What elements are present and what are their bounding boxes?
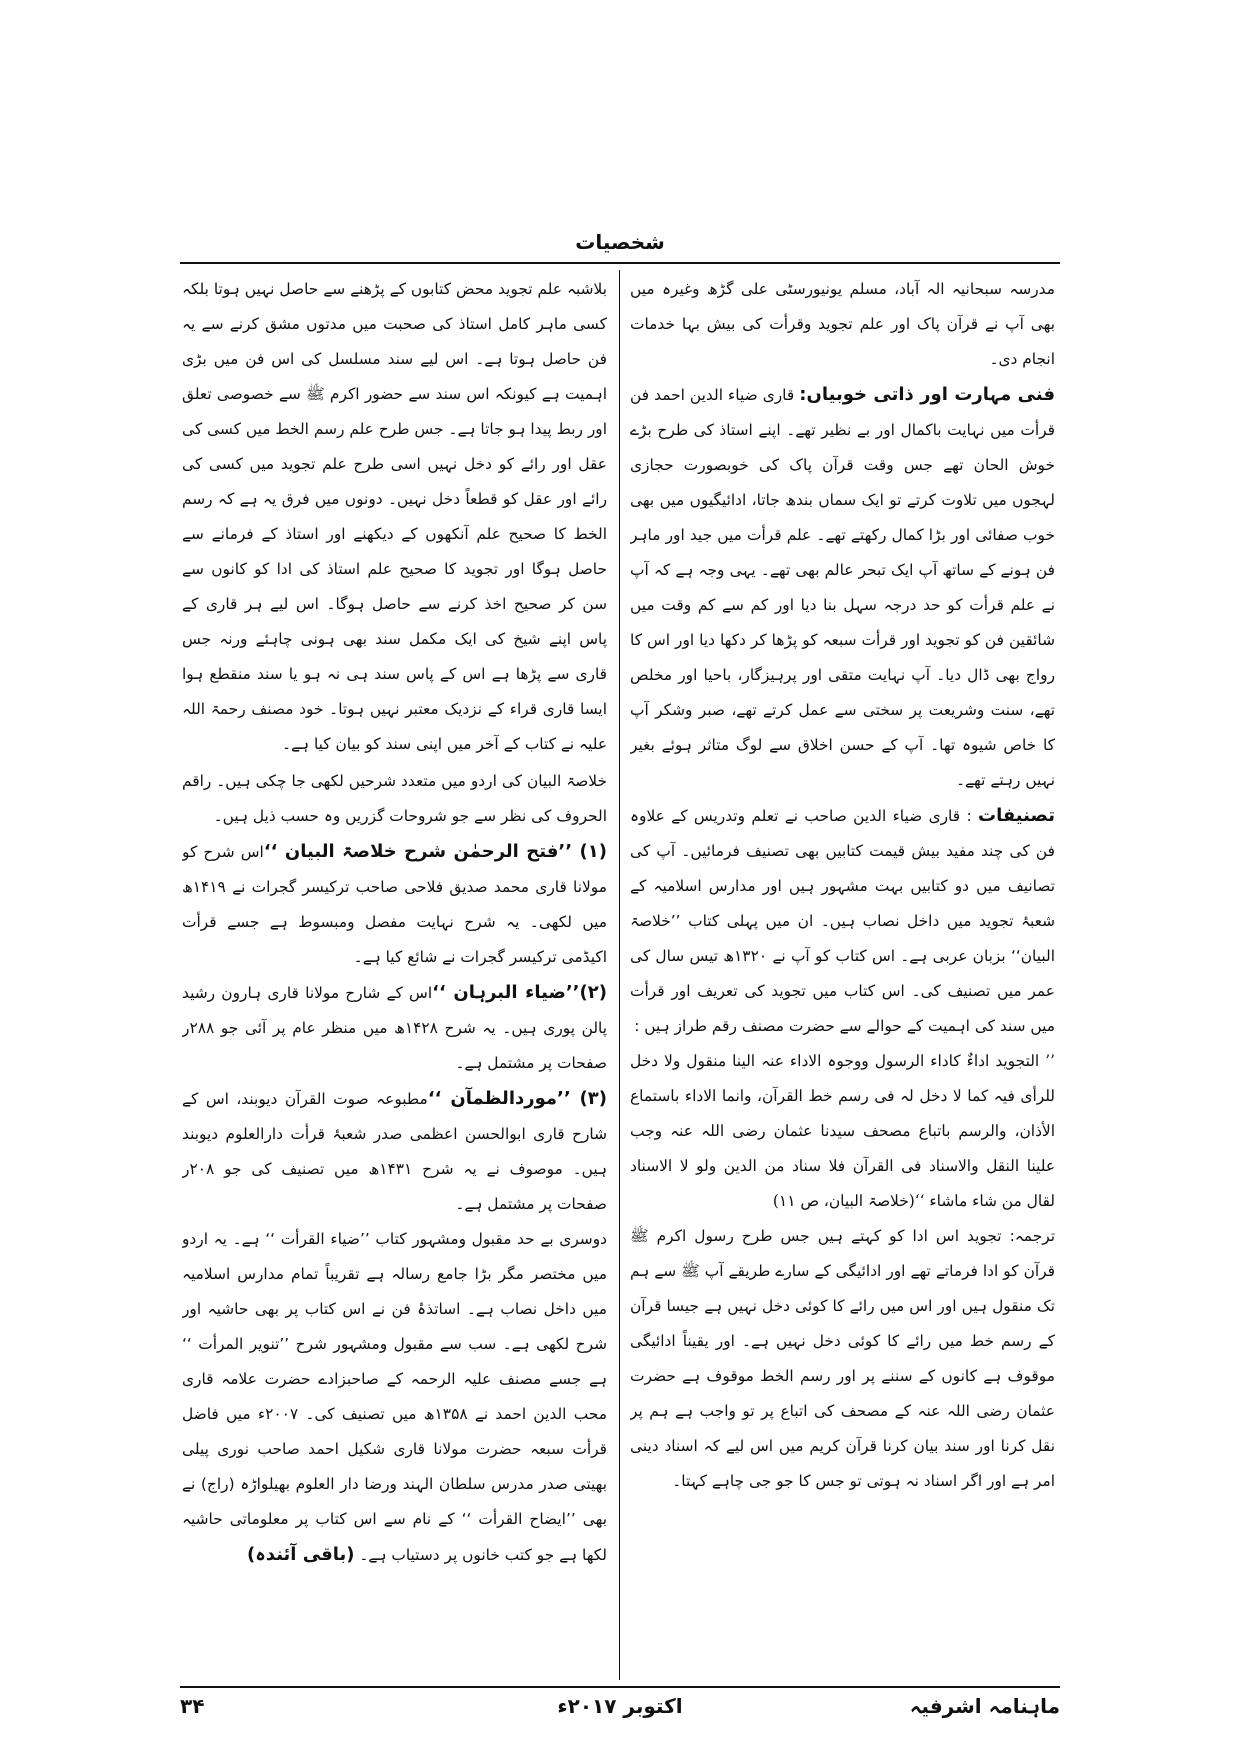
paragraph-text: دوسری بے حد مقبول ومشہور کتاب ’’ضیاء القرأت ‘‘ ہے۔ یہ اردو میں مختصر مگر بڑا جامع رسالہ ہے تقریباً تمام مدارس اسلامیہ میں داخل نصاب ہے۔ اساتذۂ فن نے اس کتاب پر بھی حاشیہ اور شرح لکھی ہے۔ سب سے مقبول ومشہور شرح ’’تنویر المرأت ‘‘ ہے جسے مصنف علیہ الرحمہ کے صاحبزادے حضرت علامہ قاری محب الدین احمد نے ۱۳۵۸ھ میں تصنیف کی۔ ۲۰۰۷ء میں فاضل قرأت سبعہ حضرت مولانا قاری شکیل احمد صاحب نوری پیلی بھیتی صدر مدرس سلطان الہند ورضا دار العلوم بھیلواڑہ (راج) نے بھی ’’ایضاح القرأت ‘‘ کے نام سے اس کتاب پر معلوماتی حاشیہ لکھا ہے جو کتب خانوں پر دستیاب ہے۔ <box>182 1230 607 1564</box>
continued-note: (باقی آئندہ) <box>247 1544 355 1565</box>
paragraph: خلاصۃ البیان کی اردو میں متعدد شرحیں لکھی جا چکی ہیں۔ راقم الحروف کی نظر سے جو شروحات گزریں وہ حسب ذیل ہیں۔ <box>182 772 607 825</box>
paragraph <box>182 834 607 975</box>
section-title: شخصیات <box>575 230 665 254</box>
paragraph <box>182 975 607 1081</box>
paragraph-text: اس کے شارح مولانا قاری ہارون رشید پالن پوری ہیں۔ یہ شرح ۱۴۲۸ھ میں منظر عام پر آئی جو ۲۸۸ر صفحات پر مشتمل ہے۔ <box>182 984 607 1072</box>
paragraph-text: اس شرح کو مولانا قاری محمد صدیق فلاحی صاحب ترکیسر گجرات نے ۱۴۱۹ھ میں لکھی۔ یہ شرح نہایت مفصل ومبسوط ہے جسے قرأت اکیڈمی ترکیسر گجرات نے شائع کیا ہے۔ <box>182 843 607 966</box>
commentary-title-1: (۱) ’’فتح الرحمٰن شرح خلاصۃ البیان ‘‘ <box>263 841 607 862</box>
commentary-title-2: (۲)’’ضیاء البرہان ‘‘ <box>432 982 607 1003</box>
subheading-skills: فنی مہارت اور ذاتی خوبیاں: <box>799 384 1055 405</box>
page-number: ۳۴ <box>180 1694 205 1718</box>
translation-paragraph: ترجمہ: تجوید اس ادا کو کہتے ہیں جس طرح رسول اکرم ﷺ قرآن کو ادا فرماتے تھے اور ادائیگی کے سارے طریقے آپ ﷺ سے ہم تک منقول ہیں اور اس میں رائے کا کوئی دخل نہیں ہے جیسا قرآن کے رسم خط میں رائے کا کوئی دخل نہیں ہے۔ اور یقیناً ادائیگی موقوف ہے کانوں کے سننے پر اور رسم الخط موقوف ہے حضرت عثمان رضی اللہ عنہ کے مصحف کی اتباع پر تو واجب ہے ہم پر نقل کرنا اور سند بیان کرنا قرآن کریم میں اس لیے کہ اسناد دینی امر ہے اور اگر اسناد نہ ہوتی تو جس کا جو جی چاہے کہتا۔ <box>630 1227 1055 1490</box>
left-column <box>182 272 607 1682</box>
column-divider <box>619 270 620 1680</box>
header-rule <box>180 262 1060 264</box>
right-column <box>630 272 1055 1682</box>
paragraph <box>630 798 1055 1044</box>
paragraph <box>182 1081 607 1222</box>
subheading-works: تصنیفات <box>978 805 1055 826</box>
paragraph-text: قاری ضیاء الدین احمد فن قرأت میں نہایت باکمال اور بے نظیر تھے۔ اپنے استاذ کی طرح بڑے خوش الحان تھے جس وقت قرآن پاک کی خوبصورت حجازی لہجوں میں تلاوت کرتے تو ایک سماں بندھ جاتا، ادائیگیوں میں بھی خوب صفائی اور بڑا کمال رکھتے تھے۔ علم قرأت میں جید اور ماہر فن ہونے کے ساتھ آپ ایک تبحر عالم بھی تھے۔ یہی وجہ ہے کہ آپ نے علم قرأت کو حد درجہ سہل بنا دیا اور کم سے کم وقت میں شائقین فن کو تجوید اور قرأت سبعہ کو پڑھا کر دکھا دیا اور اس کا رواج بھی ڈال دیا۔ آپ نہایت متقی اور پرہیزگار، باحیا اور مخلص تھے، سنت وشریعت پر سختی سے عمل کرتے تھے، صبر وشکر آپ کا خاص شیوہ تھا۔ آپ کے حسن اخلاق سے لوگ متاثر ہوئے بغیر نہیں رہتے تھے۔ <box>630 386 1055 789</box>
paragraph: مدرسہ سبحانیہ الہ آباد، مسلم یونیورسٹی علی گڑھ وغیرہ میں بھی آپ نے قرآن پاک اور علم تجوید وقرأت کی بیش بہا خدمات انجام دی۔ <box>630 280 1055 368</box>
paragraph <box>182 1222 607 1573</box>
footer-rule <box>180 1686 1060 1688</box>
arabic-quote: ’’ التجوید اداءٌ کاداء الرسول ووجوہ الاداء عنہ الینا منقول ولا دخل للرأی فیہ کما لا دخل لہ فی رسم خط القرآن، وانما الاداء باستماع الأذان، والرسم باتباع مصحف سیدنا عثمان رضی اللہ عنہ وجب علینا النقل والاسناد فی القرآن فلا سناد من الدین ولو لا الاسناد لقال من شاء ماشاء ‘‘(خلاصۃ البیان، ص ۱۱) <box>630 1052 1055 1210</box>
magazine-name: ماہنامہ اشرفیہ <box>909 1694 1060 1718</box>
paragraph-text: : قاری ضیاء الدین صاحب نے تعلم وتدریس کے علاوہ فن کی چند مفید بیش قیمت کتابیں بھی تصنیف فرمائیں۔ آپ کی تصانیف میں دو کتابیں بہت مشہور ہیں اور مدارس اسلامیہ کے شعبۂ تجوید میں داخل نصاب ہیں۔ ان میں پہلی کتاب ’’خلاصۃ البیان‘‘ بزبان عربی ہے۔ اس کتاب کو آپ نے ۱۳۲۰ھ تیس سال کی عمر میں تصنیف کی۔ اس کتاب میں تجوید کی تعریف اور قرأت میں سند کی اہمیت کے حوالے سے حضرت مصنف رقم طراز ہیں : <box>630 807 1055 1035</box>
paragraph: بلاشبہ علم تجوید محض کتابوں کے پڑھنے سے حاصل نہیں ہوتا بلکہ کسی ماہر کامل استاذ کی صحبت میں مدتوں مشق کرنے سے یہ فن حاصل ہوتا ہے۔ اس لیے سند مسلسل کی اس فن میں بڑی اہمیت ہے کیونکہ اس سند سے حضور اکرم ﷺ سے خصوصی تعلق اور ربط پیدا ہو جاتا ہے۔ جس طرح علم رسم الخط میں کسی کی عقل اور رائے کو دخل نہیں اسی طرح علم تجوید میں کسی کی رائے اور عقل کو قطعاً دخل نہیں۔ دونوں میں فرق یہ ہے کہ رسم الخط کا صحیح علم آنکھوں کے دیکھنے اور استاذ کے فرمانے سے حاصل ہوگا اور تجوید کا صحیح علم استاذ کی ادا کو کانوں سے سن کر صحیح اخذ کرنے سے حاصل ہوگا۔ اس لیے ہر قاری کے پاس اپنے شیخ کی ایک مکمل سند بھی ہونی چاہئے ورنہ جس قاری سے پڑھا ہے اس کے پاس سند ہی نہ ہو یا سند منقطع ہوا ایسا قاری قراء کے نزدیک معتبر نہیں ہوتا۔ خود مصنف رحمۃ اللہ علیہ نے کتاب کے آخر میں اپنی سند کو بیان کیا ہے۔ <box>182 280 607 753</box>
paragraph-text: مطبوعہ صوت القرآن دیوبند، اس کے شارح قاری ابوالحسن اعظمی صدر شعبۂ قرأت دارالعلوم دیوبند ہیں۔ موصوف نے یہ شرح ۱۴۳۱ھ میں تصنیف کی جو ۲۰۸ر صفحات پر مشتمل ہے۔ <box>182 1090 607 1213</box>
issue-date: اکتوبر ۲۰۱۷ء <box>557 1694 683 1718</box>
commentary-title-3: (۳) ’’موردالظمآن ‘‘ <box>427 1088 607 1109</box>
paragraph <box>630 377 1055 798</box>
